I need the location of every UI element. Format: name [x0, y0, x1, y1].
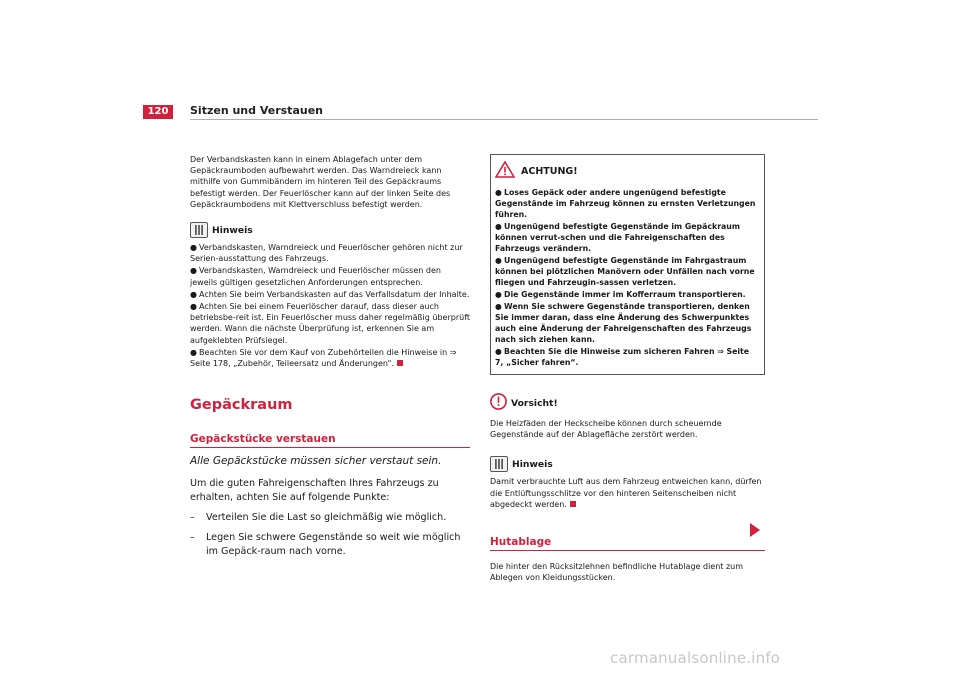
note-item: ● Achten Sie bei einem Feuerlöscher darauf, dass dieser auch betriebsbe-reit ist. Ein Feuerlöscher muss daher regelmäßig überprüft werden. Wann die nächste Überprüfung ist, erkennen Sie am aufgeklebten Prüfsiegel.: [190, 302, 471, 345]
warning-item: [495, 346, 760, 368]
warning-label: ACHTUNG!: [521, 166, 578, 177]
note-icon: [190, 222, 208, 238]
list-item: – Legen Sie schwere Gegenstände so weit wie möglich im Gepäck-raum nach vorne.: [190, 532, 461, 558]
end-of-section-icon: [570, 501, 576, 507]
note-label: Hinweis: [212, 224, 253, 236]
bullet-icon: ●: [495, 290, 502, 299]
note-item: ● Verbandskasten, Warndreieck und Feuerlöscher müssen den jeweils gültigen gesetzlichen Anforderungen entsprechen.: [190, 266, 441, 287]
note-item: ● Verbandskasten, Warndreieck und Feuerlöscher gehören nicht zur Serien-ausstattung des Fahrzeugs.: [190, 243, 463, 264]
warning-item: ● Die Gegenstände immer im Kofferraum transportieren.: [495, 290, 746, 299]
note-header: [190, 222, 470, 238]
warning-item: ● Ungenügend befestigte Gegenstände im Fahrgastraum können bei plötzlichen Manövern oder Unfällen nach vorne fliegen und Fahrzeugin-sassen verletzen.: [495, 256, 755, 287]
note-icon: [490, 456, 508, 472]
section-heading: Gepäckraum: [190, 397, 293, 414]
section-subtitle: Alle Gepäckstücke müssen sicher verstaut sein.: [190, 455, 442, 468]
right-column: [490, 154, 765, 583]
note-item: [190, 347, 470, 369]
bullet-icon: ●: [495, 222, 502, 231]
caution-text: Die Heizfäden der Heckscheibe können durch scheuernde Gegenstände auf der Ablagefläche zerstört werden.: [490, 419, 722, 440]
page-reference-link[interactable]: Beachten Sie die Hinweise zum sicheren Fahren ⇒ Seite 7, „Sicher fahren“.: [495, 347, 750, 367]
note-text: Damit verbrauchte Luft aus dem Fahrzeug entweichen kann, dürfen die Entlüftungsschlitze vor den hinteren Seitenscheiben nicht abgedeckt werden.: [490, 477, 762, 509]
note-item: ● Achten Sie beim Verbandskasten auf das Verfallsdatum der Inhalte.: [190, 289, 470, 299]
left-column: [190, 154, 470, 559]
warning-item: ● Ungenügend befestigte Gegenstände im Gepäckraum können verrut-schen und die Fahreigenschaften des Fahrzeugs verändern.: [495, 222, 740, 253]
body-paragraph: Um die guten Fahreigenschaften Ihres Fahrzeugs zu erhalten, achten Sie auf folgende Punkte:: [190, 478, 439, 504]
bullet-icon: ●: [495, 302, 502, 311]
warning-item: ● Loses Gepäck oder andere ungenügend befestigte Gegenstände im Fahrzeug können zu ernsten Verletzungen führen.: [495, 188, 756, 219]
subsection-heading: Hutablage: [490, 536, 765, 551]
bullet-icon: ●: [190, 266, 197, 276]
warning-header: [495, 161, 760, 182]
header-divider: [190, 119, 818, 120]
warning-item: ● Wenn Sie schwere Gegenstände transportieren, denken Sie immer daran, dass eine Änderung des Schwerpunktes auch eine Änderung der Fahreigenschaften des Fahrzeugs nach sich ziehen kann.: [495, 302, 752, 344]
continue-arrow-icon[interactable]: [750, 523, 760, 537]
list-item: – Verteilen Sie die Last so gleichmäßig wie möglich.: [190, 512, 447, 524]
page-number: 120: [143, 105, 173, 119]
page-reference-link[interactable]: Beachten Sie vor dem Kauf von Zubehörteilen die Hinweise in ⇒ Seite 178, „Zubehör, Teileersatz und Änderungen“.: [190, 347, 457, 369]
bullet-icon: ●: [495, 256, 502, 265]
note-label: Hinweis: [512, 458, 553, 470]
bullet-icon: ●: [495, 347, 502, 356]
chapter-title: Sitzen und Verstauen: [190, 104, 323, 117]
end-of-section-icon: [397, 360, 403, 366]
bullet-icon: ●: [190, 302, 197, 312]
warning-triangle-icon: [495, 161, 515, 182]
hutablage-text: Die hinter den Rücksitzlehnen befindliche Hutablage dient zum Ablegen von Kleidungsstücken.: [490, 562, 744, 583]
caution-label: Vorsicht!: [511, 398, 558, 409]
watermark: carmanualsonline.info: [610, 649, 781, 667]
caution-icon: [490, 393, 507, 414]
bullet-icon: ●: [190, 289, 197, 299]
caution-header: [490, 393, 765, 414]
note-header: [490, 456, 765, 472]
bullet-icon: ●: [190, 347, 197, 357]
bullet-icon: ●: [190, 243, 197, 253]
bullet-icon: ●: [495, 188, 502, 197]
subsection-heading: Gepäckstücke verstauen: [190, 433, 470, 448]
warning-box: [490, 154, 765, 375]
intro-paragraph: Der Verbandskasten kann in einem Ablagefach unter dem Gepäckraumboden aufbewahrt werden. Das Warndreieck kann mithilfe von Gummibändern im hinteren Teil des Gepäckraums befestigt werden. Der Feuerlöscher kann auf der linken Seite des Gepäckraumbodens mit Klettverschluss befestigt werden.: [190, 155, 451, 209]
